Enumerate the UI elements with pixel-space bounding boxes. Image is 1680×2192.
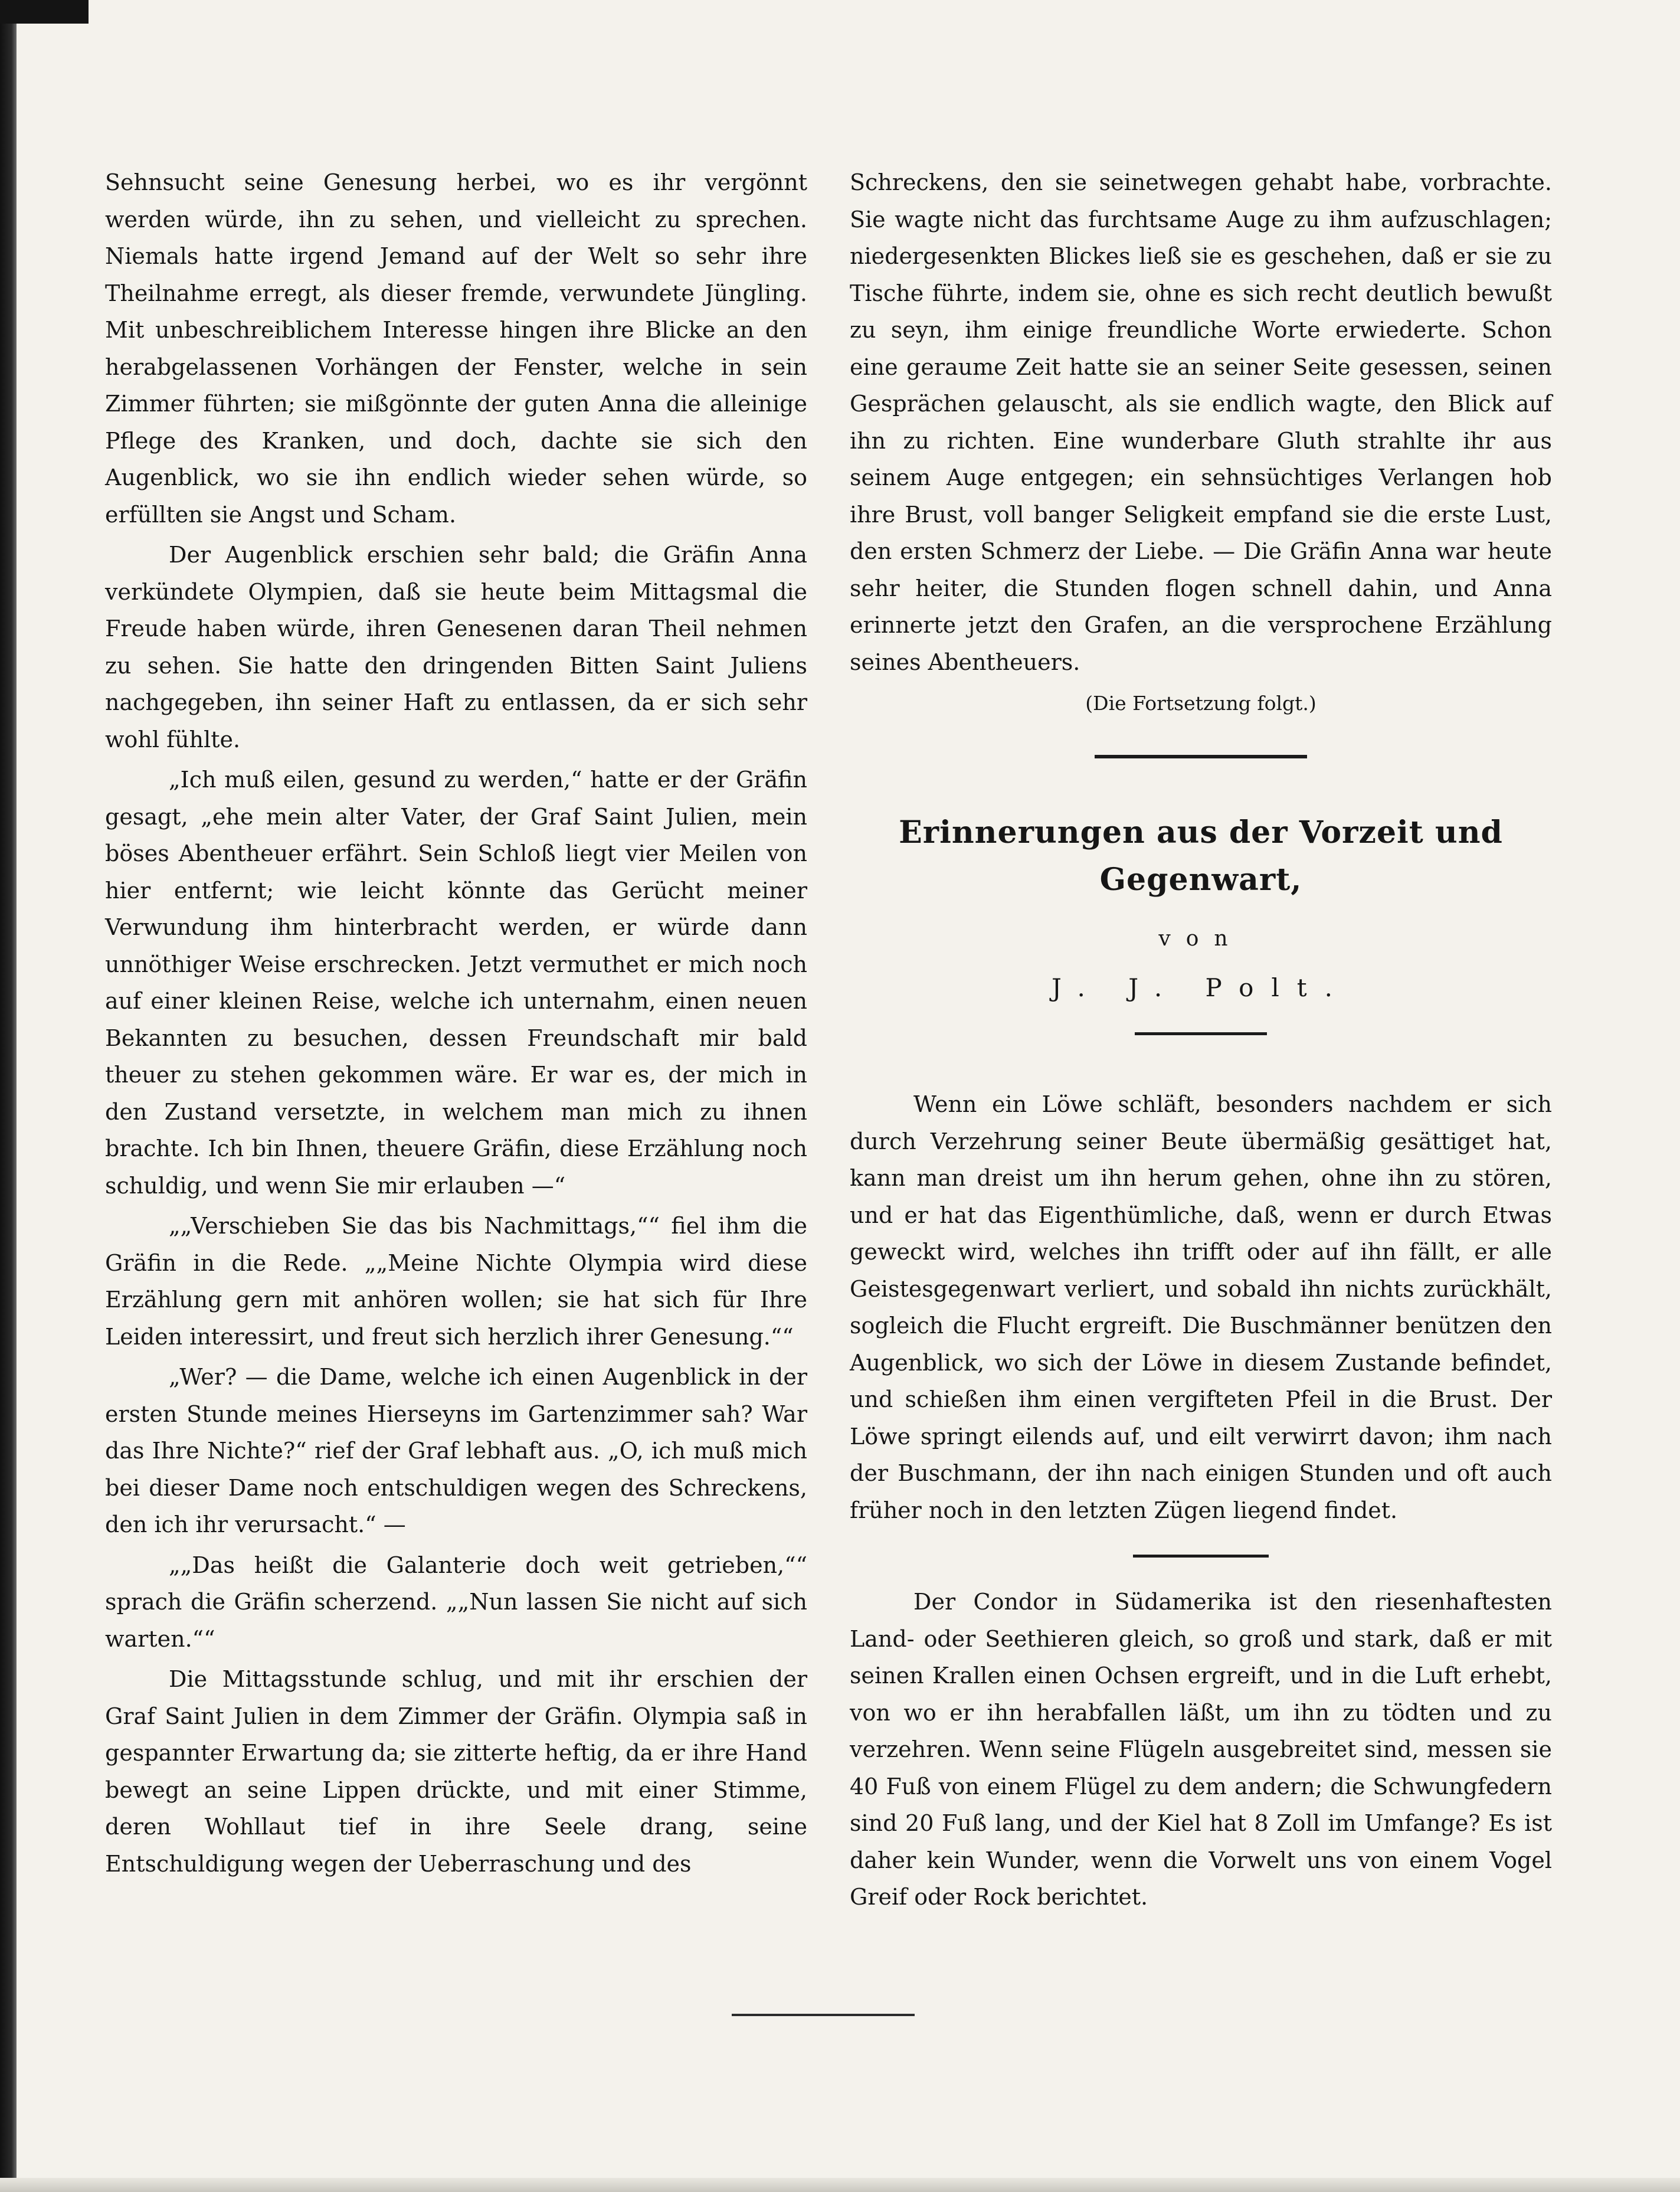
section-divider — [1095, 755, 1307, 758]
paragraph-divider — [1133, 1555, 1269, 1558]
left-paragraph-5: „Wer? — die Dame, welche ich einen Augenblick in der ersten Stunde meines Hierseyns im Gartenzimmer sah? War das Ihre Nichte?“ rief der Graf lebhaft aus. „O, ich muß mich bei dieser Dame noch entschuldigen wegen des Schreckens, den ich ihr verursacht.“ — — [105, 1364, 807, 1537]
left-paragraph-3: „Ich muß eilen, gesund zu werden,“ hatte er der Gräfin gesagt, „ehe mein alter Vater, der Graf Saint Julien, mein böses Abentheuer erfährt. Sein Schloß liegt vier Meilen von hier entfernt; wie leicht könnte das Gerücht meiner Verwundung ihm hinterbracht werden, er würde dann unnöthiger Weise erschrecken. Jetzt vermuthet er mich noch auf einer kleinen Reise, welche ich unternahm, einen neuen Bekannten zu besuchen, dessen Freundschaft mir bald theuer zu stehen gekommen wäre. Er war es, der mich in den Zustand versetzte, in welchem man mich zu ihnen brachte. Ich bin Ihnen, theuere Gräfin, diese Erzählung noch schuldig, und wenn Sie mir erlauben —“ — [105, 767, 807, 1199]
left-paragraph-6: „„Das heißt die Galanterie doch weit getrieben,““ sprach die Gräfin scherzend. „„Nun lassen Sie nicht auf sich warten.““ — [105, 1552, 807, 1652]
page-bottom-edge — [0, 2178, 1680, 2192]
left-paragraph-4: „„Verschieben Sie das bis Nachmittags,““ fiel ihm die Gräfin in die Rede. „„Meine Nichte Olympia wird diese Erzählung gern mit anhören wollen; sie hat sich für Ihre Leiden interessirt, und freut sich herzlich ihrer Genesung.““ — [105, 1213, 807, 1350]
article-body — [850, 1086, 1552, 1916]
left-paragraph-2: Der Augenblick erschien sehr bald; die Gräfin Anna verkündete Olympien, daß sie heute beim Mittagsmal die Freude haben würde, ihren Genesenen daran Theil nehmen zu sehen. Sie hatte den dringenden Bitten Saint Juliens nachgegeben, ihn seiner Haft zu entlassen, da er sich sehr wohl fühlte. — [105, 542, 807, 753]
right-story-paragraph: Schreckens, den sie seinetwegen gehabt habe, vorbrachte. Sie wagte nicht das furchtsame Auge zu ihm aufzuschlagen; niedergesenkten Blickes ließ sie es geschehen, daß er sie zu Tische führte, indem sie, ohne es sich recht deutlich bewußt zu seyn, ihm einige freundliche Worte erwiederte. Schon eine geraume Zeit hatte sie an seiner Seite gesessen, seinen Gesprächen gelauscht, als sie endlich wagte, den Blick auf ihn zu richten. Eine wunderbare Gluth strahlte ihr aus seinem Auge entgegen; ein sehnsüchtiges Verlangen hob ihre Brust, voll banger Seligkeit empfand sie die erste Lust, den ersten Schmerz der Liebe. — Die Gräfin Anna war heute sehr heiter, die Stunden flogen schnell dahin, und Anna erinnerte jetzt den Grafen, an die versprochene Erzählung seines Abentheuers. — [850, 169, 1552, 675]
article-title: Erinnerungen aus der Vorzeit und Gegenwart, — [899, 814, 1503, 898]
spine-corner-shadow — [0, 0, 89, 24]
book-spine-shadow — [0, 0, 17, 2192]
article-paragraph-lion: Wenn ein Löwe schläft, besonders nachdem er sich durch Verzehrung seiner Beute übermäßig gesättiget hat, kann man dreist um ihn herum gehen, ohne ihn zu stören, und er hat das Eigenthümliche, daß, wenn er durch Etwas geweckt wird, welches ihn trifft oder auf ihn fällt, er alle Geistesgegenwart verliert, und sobald ihn nichts zurückhält, sogleich die Flucht ergreift. Die Buschmänner benützen den Augenblick, wo sich der Löwe in diesem Zustande befindet, und schießen ihm einen vergifteten Pfeil in die Brust. Der Löwe springt eilends auf, und eilt verwirrt davon; ihm nach der Buschmann, der ihn nach einigen Stunden und oft auch früher noch in den letzten Zügen liegend findet. — [850, 1091, 1552, 1523]
continued-note: (Die Fortsetzung folgt.) — [1085, 692, 1317, 715]
author-divider — [1135, 1032, 1267, 1035]
left-column — [105, 164, 807, 1882]
left-paragraph-1: Sehnsucht seine Genesung herbei, wo es ihr vergönnt werden würde, ihn zu sehen, und vielleicht zu sprechen. Niemals hatte irgend Jemand auf der Welt so sehr ihre Theilnahme erregt, als dieser fremde, verwundete Jüngling. Mit unbeschreiblichem Interesse hingen ihre Blicke an den herabgelassenen Vorhängen der Fenster, welche in sein Zimmer führten; sie mißgönnte der guten Anna die alleinige Pflege des Kranken, und doch, dachte sie sich den Augenblick, wo sie ihn endlich wieder sehen würde, so erfüllten sie Angst und Scham. — [105, 169, 807, 528]
right-column — [850, 164, 1552, 1916]
article-paragraph-condor: Der Condor in Südamerika ist den riesenhaftesten Land- oder Seethieren gleich, so groß und stark, daß er mit seinen Krallen einen Ochsen ergreift, und in die Luft erhebt, von wo er ihn herabfallen läßt, um ihn zu tödten und zu verzehren. Wenn seine Flügeln ausgebreitet sind, messen sie 40 Fuß von einem Flügel zu dem andern; die Schwungfedern sind 20 Fuß lang, und der Kiel hat 8 Zoll im Umfange? Es ist daher kein Wunder, wenn die Vorwelt uns von einem Vogel Greif oder Rock berichtet. — [850, 1589, 1552, 1910]
byline-word: von — [1158, 927, 1243, 951]
left-paragraph-7: Die Mittagsstunde schlug, und mit ihr erschien der Graf Saint Julien in dem Zimmer der Gräfin. Olympia saß in gespannter Erwartung da; sie zitterte heftig, da er ihre Hand bewegt an seine Lippen drückte, und mit einer Stimme, deren Wohllaut tief in ihre Seele drang, seine Entschuldigung wegen der Ueberraschung und des — [105, 1666, 807, 1877]
article-author: J. J. Polt. — [1051, 973, 1351, 1002]
page-footer-rule — [732, 2014, 915, 2016]
